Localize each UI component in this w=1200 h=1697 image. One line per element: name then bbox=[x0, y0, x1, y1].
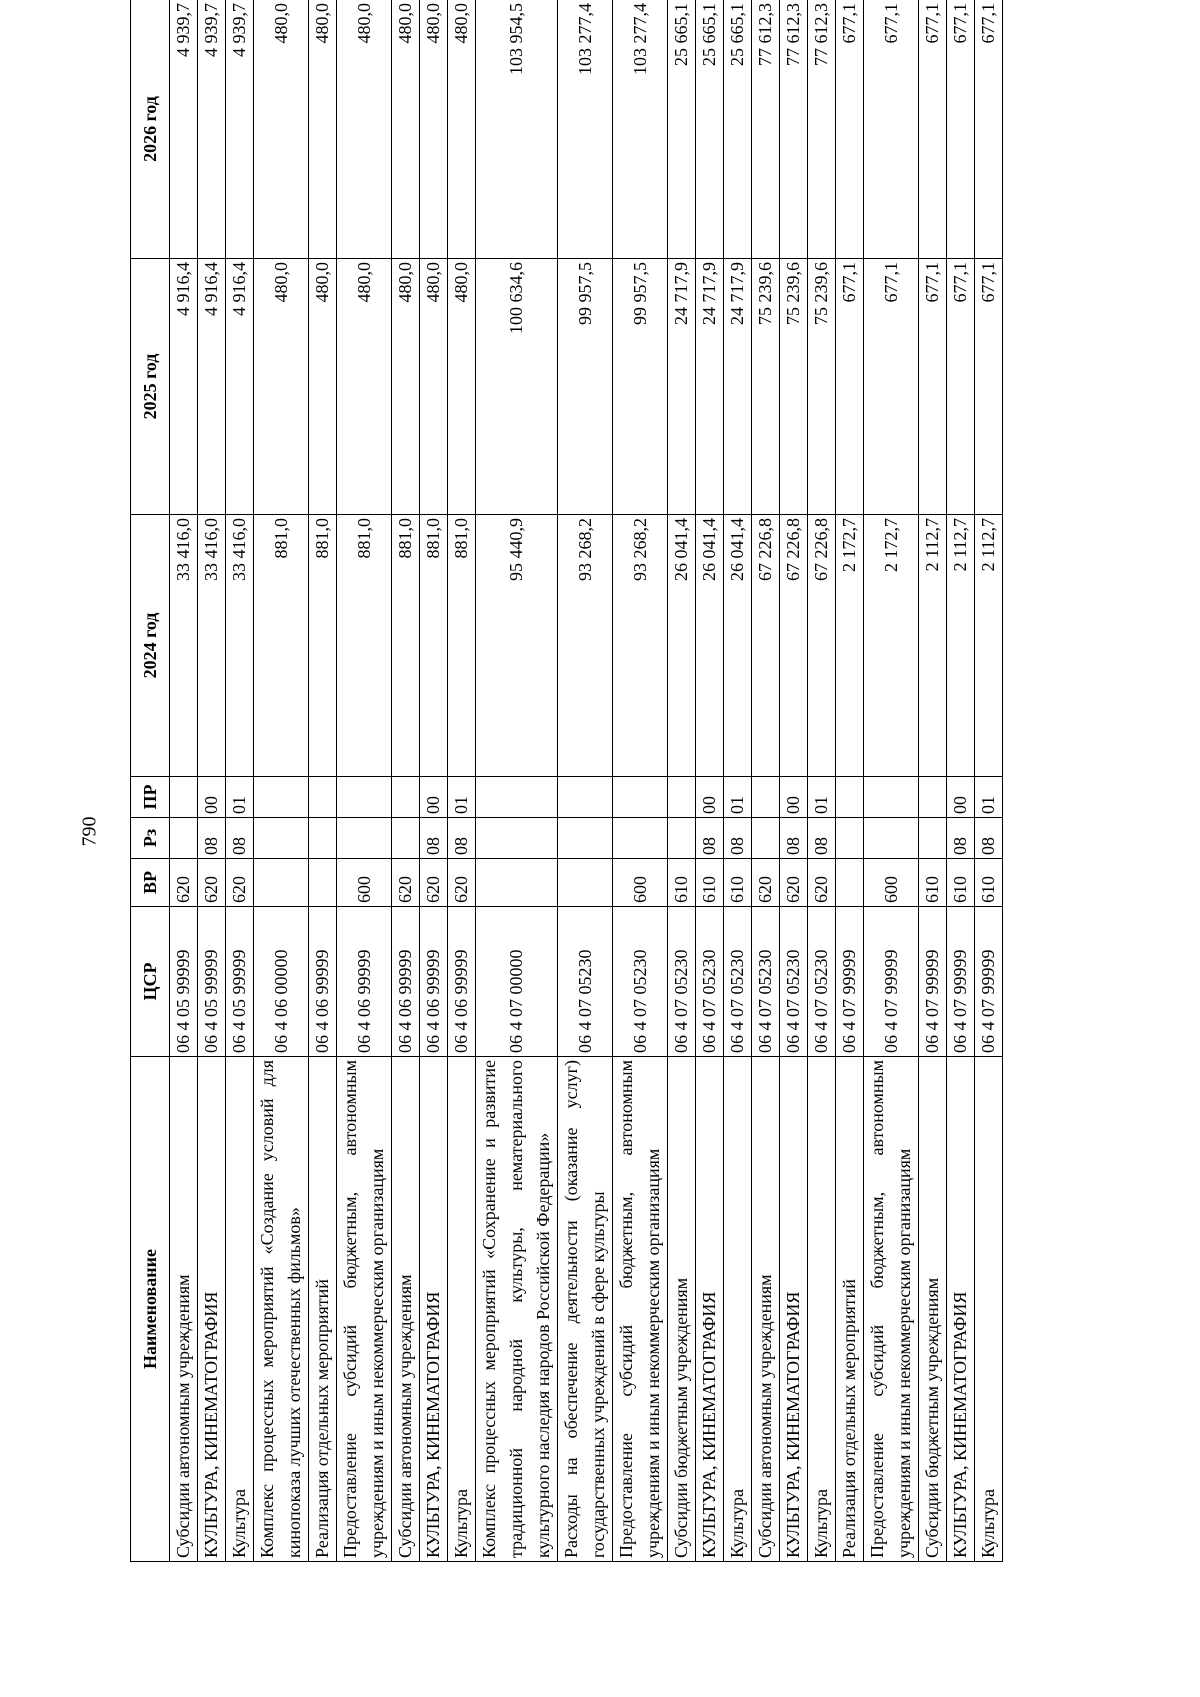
row-2025-cell: 4 916,4 bbox=[198, 259, 226, 515]
row-pr-cell bbox=[476, 777, 558, 818]
row-pr-cell: 01 bbox=[448, 777, 476, 818]
row-2025-cell: 677,1 bbox=[864, 259, 919, 515]
row-pr-cell bbox=[919, 777, 947, 818]
row-csr-cell: 06 4 07 99999 bbox=[864, 907, 919, 1057]
row-rz-cell bbox=[476, 818, 558, 859]
row-csr-cell: 06 4 06 99999 bbox=[337, 907, 392, 1057]
row-rz-cell bbox=[337, 818, 392, 859]
row-name-cell: Субсидии бюджетным учреждениям bbox=[919, 1057, 947, 1562]
row-2025-cell: 677,1 bbox=[919, 259, 947, 515]
row-vr-cell: 610 bbox=[668, 859, 696, 907]
row-2026-cell: 480,0 bbox=[420, 0, 448, 259]
row-2026-cell: 103 277,4 bbox=[558, 0, 613, 259]
rotated-table-container bbox=[130, 0, 1018, 1562]
row-rz-cell bbox=[170, 818, 198, 859]
row-2024-cell: 2 112,7 bbox=[975, 515, 1003, 777]
row-csr-cell: 06 4 07 99999 bbox=[836, 907, 864, 1057]
table-row bbox=[337, 0, 392, 1562]
row-name-cell: КУЛЬТУРА, КИНЕМАТОГРАФИЯ bbox=[420, 1057, 448, 1562]
row-vr-cell bbox=[558, 859, 613, 907]
row-2026-cell: 480,0 bbox=[337, 0, 392, 259]
row-2026-cell: 77 612,3 bbox=[780, 0, 808, 259]
row-vr-cell bbox=[309, 859, 337, 907]
table-row bbox=[724, 0, 752, 1562]
table-row bbox=[696, 0, 724, 1562]
row-name-cell: Реализация отдельных мероприятий bbox=[309, 1057, 337, 1562]
row-2026-cell: 77 612,3 bbox=[752, 0, 780, 259]
row-vr-cell: 620 bbox=[808, 859, 836, 907]
table-row bbox=[864, 0, 919, 1562]
row-pr-cell: 01 bbox=[724, 777, 752, 818]
row-name-cell: Культура bbox=[226, 1057, 254, 1562]
row-2025-cell: 99 957,5 bbox=[558, 259, 613, 515]
row-name-cell: Субсидии бюджетным учреждениям bbox=[668, 1057, 696, 1562]
row-pr-cell bbox=[864, 777, 919, 818]
row-pr-cell: 00 bbox=[696, 777, 724, 818]
row-name-cell: Субсидии автономным учреждениям bbox=[170, 1057, 198, 1562]
row-rz-cell: 08 bbox=[724, 818, 752, 859]
header-cell: ЦСР bbox=[131, 907, 170, 1057]
row-vr-cell: 600 bbox=[337, 859, 392, 907]
row-csr-cell: 06 4 07 00000 bbox=[476, 907, 558, 1057]
row-pr-cell: 01 bbox=[808, 777, 836, 818]
row-2024-cell: 2 112,7 bbox=[947, 515, 975, 777]
row-pr-cell: 00 bbox=[947, 777, 975, 818]
row-2025-cell: 480,0 bbox=[448, 259, 476, 515]
row-csr-cell: 06 4 07 99999 bbox=[919, 907, 947, 1057]
row-rz-cell bbox=[752, 818, 780, 859]
row-2026-cell: 103 954,5 bbox=[476, 0, 558, 259]
row-vr-cell: 610 bbox=[975, 859, 1003, 907]
row-rz-cell: 08 bbox=[198, 818, 226, 859]
header-cell: 2026 год bbox=[131, 0, 170, 259]
row-2024-cell: 26 041,4 bbox=[696, 515, 724, 777]
row-name-cell: Комплекс процессных мероприятий «Создание условий для кинопоказа лучших отечественных фильмов» bbox=[254, 1057, 309, 1562]
row-2026-cell: 480,0 bbox=[448, 0, 476, 259]
row-2025-cell: 75 239,6 bbox=[808, 259, 836, 515]
row-vr-cell: 610 bbox=[696, 859, 724, 907]
row-2024-cell: 95 440,9 bbox=[476, 515, 558, 777]
row-vr-cell: 600 bbox=[613, 859, 668, 907]
row-2025-cell: 4 916,4 bbox=[170, 259, 198, 515]
header-cell: 2024 год bbox=[131, 515, 170, 777]
row-name-cell: Культура bbox=[975, 1057, 1003, 1562]
table-row bbox=[170, 0, 198, 1562]
row-2024-cell: 93 268,2 bbox=[613, 515, 668, 777]
row-2025-cell: 677,1 bbox=[975, 259, 1003, 515]
row-csr-cell: 06 4 06 99999 bbox=[392, 907, 420, 1057]
row-vr-cell: 620 bbox=[420, 859, 448, 907]
table-row bbox=[975, 0, 1003, 1562]
row-vr-cell: 610 bbox=[919, 859, 947, 907]
row-vr-cell: 610 bbox=[947, 859, 975, 907]
page-number: 790 bbox=[78, 816, 101, 847]
row-2024-cell: 2 112,7 bbox=[919, 515, 947, 777]
header-cell: Наименование bbox=[131, 1057, 170, 1562]
row-vr-cell: 620 bbox=[170, 859, 198, 907]
table-body bbox=[170, 0, 1003, 1562]
row-rz-cell: 08 bbox=[420, 818, 448, 859]
row-pr-cell: 00 bbox=[420, 777, 448, 818]
table-row bbox=[309, 0, 337, 1562]
row-2024-cell: 881,0 bbox=[448, 515, 476, 777]
row-name-cell: Культура bbox=[448, 1057, 476, 1562]
row-pr-cell bbox=[170, 777, 198, 818]
row-pr-cell bbox=[558, 777, 613, 818]
row-pr-cell bbox=[752, 777, 780, 818]
row-vr-cell bbox=[836, 859, 864, 907]
row-csr-cell: 06 4 05 99999 bbox=[226, 907, 254, 1057]
row-vr-cell: 620 bbox=[198, 859, 226, 907]
row-2025-cell: 24 717,9 bbox=[668, 259, 696, 515]
row-2025-cell: 75 239,6 bbox=[780, 259, 808, 515]
row-name-cell: КУЛЬТУРА, КИНЕМАТОГРАФИЯ bbox=[947, 1057, 975, 1562]
row-name-cell: Субсидии автономным учреждениям bbox=[392, 1057, 420, 1562]
row-name-cell: Культура bbox=[724, 1057, 752, 1562]
row-csr-cell: 06 4 07 99999 bbox=[975, 907, 1003, 1057]
table-row bbox=[919, 0, 947, 1562]
row-csr-cell: 06 4 07 05230 bbox=[613, 907, 668, 1057]
row-2026-cell: 677,1 bbox=[919, 0, 947, 259]
row-2026-cell: 25 665,1 bbox=[724, 0, 752, 259]
row-rz-cell bbox=[836, 818, 864, 859]
row-2026-cell: 480,0 bbox=[392, 0, 420, 259]
row-2024-cell: 881,0 bbox=[309, 515, 337, 777]
row-2024-cell: 881,0 bbox=[337, 515, 392, 777]
row-rz-cell: 08 bbox=[226, 818, 254, 859]
row-csr-cell: 06 4 07 05230 bbox=[558, 907, 613, 1057]
header-cell: ПР bbox=[131, 777, 170, 818]
row-name-cell: КУЛЬТУРА, КИНЕМАТОГРАФИЯ bbox=[696, 1057, 724, 1562]
row-csr-cell: 06 4 07 05230 bbox=[808, 907, 836, 1057]
row-2025-cell: 480,0 bbox=[420, 259, 448, 515]
row-2026-cell: 480,0 bbox=[309, 0, 337, 259]
header-row bbox=[131, 0, 170, 1562]
row-rz-cell bbox=[668, 818, 696, 859]
row-2026-cell: 677,1 bbox=[836, 0, 864, 259]
row-pr-cell bbox=[836, 777, 864, 818]
row-vr-cell: 610 bbox=[724, 859, 752, 907]
row-pr-cell bbox=[668, 777, 696, 818]
row-2024-cell: 26 041,4 bbox=[668, 515, 696, 777]
row-csr-cell: 06 4 07 05230 bbox=[724, 907, 752, 1057]
table-row bbox=[254, 0, 309, 1562]
row-2024-cell: 33 416,0 bbox=[226, 515, 254, 777]
row-2024-cell: 67 226,8 bbox=[808, 515, 836, 777]
row-pr-cell: 01 bbox=[975, 777, 1003, 818]
table-row bbox=[392, 0, 420, 1562]
row-csr-cell: 06 4 07 99999 bbox=[947, 907, 975, 1057]
row-rz-cell: 08 bbox=[947, 818, 975, 859]
row-vr-cell: 620 bbox=[752, 859, 780, 907]
table-row bbox=[226, 0, 254, 1562]
row-2025-cell: 677,1 bbox=[947, 259, 975, 515]
row-2024-cell: 881,0 bbox=[392, 515, 420, 777]
row-2025-cell: 480,0 bbox=[392, 259, 420, 515]
row-2024-cell: 33 416,0 bbox=[170, 515, 198, 777]
row-pr-cell bbox=[613, 777, 668, 818]
row-csr-cell: 06 4 06 00000 bbox=[254, 907, 309, 1057]
row-2024-cell: 67 226,8 bbox=[752, 515, 780, 777]
row-2024-cell: 93 268,2 bbox=[558, 515, 613, 777]
row-2025-cell: 24 717,9 bbox=[724, 259, 752, 515]
row-2025-cell: 75 239,6 bbox=[752, 259, 780, 515]
row-csr-cell: 06 4 05 99999 bbox=[170, 907, 198, 1057]
row-pr-cell bbox=[337, 777, 392, 818]
row-2026-cell: 677,1 bbox=[947, 0, 975, 259]
row-name-cell: Субсидии автономным учреждениям bbox=[752, 1057, 780, 1562]
row-2026-cell: 677,1 bbox=[864, 0, 919, 259]
table-row bbox=[752, 0, 780, 1562]
row-name-cell: Предоставление субсидий бюджетным, автономным учреждениям и иным некоммерческим организациям bbox=[864, 1057, 919, 1562]
row-csr-cell: 06 4 07 05230 bbox=[696, 907, 724, 1057]
row-csr-cell: 06 4 07 05230 bbox=[668, 907, 696, 1057]
table-row bbox=[780, 0, 808, 1562]
row-rz-cell: 08 bbox=[975, 818, 1003, 859]
row-rz-cell bbox=[558, 818, 613, 859]
row-2026-cell: 77 612,3 bbox=[808, 0, 836, 259]
row-vr-cell: 620 bbox=[780, 859, 808, 907]
row-2026-cell: 677,1 bbox=[975, 0, 1003, 259]
row-vr-cell: 600 bbox=[864, 859, 919, 907]
row-name-cell: КУЛЬТУРА, КИНЕМАТОГРАФИЯ bbox=[780, 1057, 808, 1562]
row-rz-cell: 08 bbox=[696, 818, 724, 859]
row-csr-cell: 06 4 07 05230 bbox=[752, 907, 780, 1057]
row-2024-cell: 2 172,7 bbox=[864, 515, 919, 777]
header-cell: 2025 год bbox=[131, 259, 170, 515]
row-2025-cell: 100 634,6 bbox=[476, 259, 558, 515]
row-pr-cell: 01 bbox=[226, 777, 254, 818]
table-row bbox=[476, 0, 558, 1562]
row-name-cell: Реализация отдельных мероприятий bbox=[836, 1057, 864, 1562]
row-2026-cell: 25 665,1 bbox=[668, 0, 696, 259]
row-2025-cell: 480,0 bbox=[254, 259, 309, 515]
row-2024-cell: 26 041,4 bbox=[724, 515, 752, 777]
row-2026-cell: 480,0 bbox=[254, 0, 309, 259]
budget-table bbox=[130, 0, 1003, 1562]
row-rz-cell bbox=[613, 818, 668, 859]
row-2025-cell: 4 916,4 bbox=[226, 259, 254, 515]
row-name-cell: Предоставление субсидий бюджетным, автономным учреждениям и иным некоммерческим организациям bbox=[613, 1057, 668, 1562]
table-row bbox=[558, 0, 613, 1562]
row-pr-cell: 00 bbox=[198, 777, 226, 818]
row-name-cell: Культура bbox=[808, 1057, 836, 1562]
row-vr-cell bbox=[254, 859, 309, 907]
row-rz-cell bbox=[919, 818, 947, 859]
row-vr-cell: 620 bbox=[448, 859, 476, 907]
row-vr-cell bbox=[476, 859, 558, 907]
table-row bbox=[448, 0, 476, 1562]
row-2024-cell: 67 226,8 bbox=[780, 515, 808, 777]
row-2026-cell: 4 939,7 bbox=[170, 0, 198, 259]
table-row bbox=[808, 0, 836, 1562]
row-name-cell: Расходы на обеспечение деятельности (оказание услуг) государственных учреждений в сфере культуры bbox=[558, 1057, 613, 1562]
table-row bbox=[668, 0, 696, 1562]
table-row bbox=[947, 0, 975, 1562]
row-rz-cell: 08 bbox=[808, 818, 836, 859]
row-2024-cell: 2 172,7 bbox=[836, 515, 864, 777]
row-csr-cell: 06 4 06 99999 bbox=[448, 907, 476, 1057]
row-2026-cell: 25 665,1 bbox=[696, 0, 724, 259]
row-2025-cell: 480,0 bbox=[337, 259, 392, 515]
table-row bbox=[613, 0, 668, 1562]
row-rz-cell bbox=[254, 818, 309, 859]
row-2026-cell: 4 939,7 bbox=[198, 0, 226, 259]
row-csr-cell: 06 4 06 99999 bbox=[420, 907, 448, 1057]
table-row bbox=[420, 0, 448, 1562]
row-rz-cell bbox=[309, 818, 337, 859]
row-2025-cell: 677,1 bbox=[836, 259, 864, 515]
row-rz-cell bbox=[864, 818, 919, 859]
row-pr-cell: 00 bbox=[780, 777, 808, 818]
row-vr-cell: 620 bbox=[392, 859, 420, 907]
row-2024-cell: 881,0 bbox=[254, 515, 309, 777]
table-row bbox=[198, 0, 226, 1562]
row-2024-cell: 881,0 bbox=[420, 515, 448, 777]
row-pr-cell bbox=[309, 777, 337, 818]
row-2024-cell: 33 416,0 bbox=[198, 515, 226, 777]
row-rz-cell: 08 bbox=[448, 818, 476, 859]
row-name-cell: Комплекс процессных мероприятий «Сохранение и развитие традиционной народной культуры, нематериального культурного наследия народов Российской Федерации» bbox=[476, 1057, 558, 1562]
row-rz-cell bbox=[392, 818, 420, 859]
row-pr-cell bbox=[392, 777, 420, 818]
header-cell: ВР bbox=[131, 859, 170, 907]
row-csr-cell: 06 4 07 05230 bbox=[780, 907, 808, 1057]
header-cell: Рз bbox=[131, 818, 170, 859]
row-2026-cell: 4 939,7 bbox=[226, 0, 254, 259]
row-2026-cell: 103 277,4 bbox=[613, 0, 668, 259]
row-csr-cell: 06 4 06 99999 bbox=[309, 907, 337, 1057]
row-2025-cell: 480,0 bbox=[309, 259, 337, 515]
row-name-cell: Предоставление субсидий бюджетным, автономным учреждениям и иным некоммерческим организациям bbox=[337, 1057, 392, 1562]
row-name-cell: КУЛЬТУРА, КИНЕМАТОГРАФИЯ bbox=[198, 1057, 226, 1562]
row-pr-cell bbox=[254, 777, 309, 818]
row-rz-cell: 08 bbox=[780, 818, 808, 859]
row-vr-cell: 620 bbox=[226, 859, 254, 907]
table-row bbox=[836, 0, 864, 1562]
row-2025-cell: 24 717,9 bbox=[696, 259, 724, 515]
row-csr-cell: 06 4 05 99999 bbox=[198, 907, 226, 1057]
row-2025-cell: 99 957,5 bbox=[613, 259, 668, 515]
